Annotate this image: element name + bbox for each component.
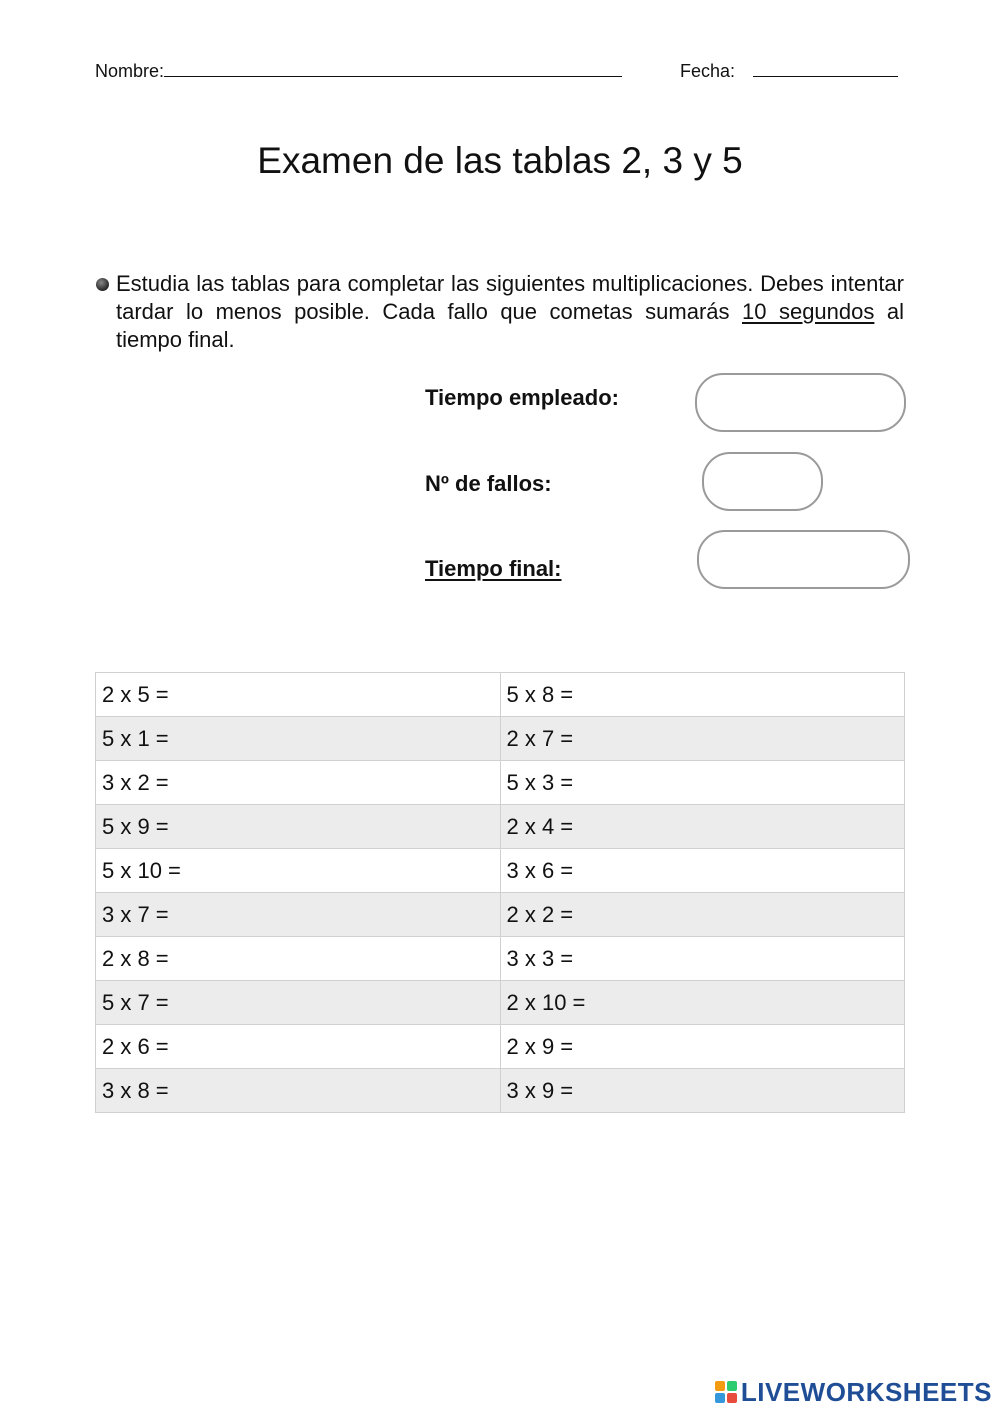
table-row [96, 717, 905, 761]
date-blank-line[interactable] [753, 60, 898, 77]
name-label: Nombre: [95, 61, 165, 81]
instructions-underlined: 10 segundos [742, 299, 875, 324]
logo-square [727, 1393, 737, 1403]
logo-square [727, 1381, 737, 1391]
errors-label: Nº de fallos: [425, 471, 552, 496]
exercise-table [95, 672, 905, 1113]
table-row [96, 1025, 905, 1069]
instructions-text-part2: al tiempo final. [116, 299, 904, 352]
table-row [96, 1069, 905, 1113]
logo-square [715, 1393, 725, 1403]
exercise-cell[interactable]: 3 x 8 = [96, 1069, 501, 1113]
exercise-cell[interactable]: 2 x 5 = [96, 673, 501, 717]
table-row [96, 849, 905, 893]
bullet-icon [96, 278, 109, 291]
instructions-text [116, 270, 904, 354]
table-row [96, 937, 905, 981]
exercise-cell[interactable]: 5 x 3 = [500, 761, 905, 805]
exercise-cell[interactable]: 2 x 9 = [500, 1025, 905, 1069]
logo-mark-icon [715, 1381, 737, 1403]
exercise-cell[interactable]: 2 x 2 = [500, 893, 905, 937]
exercise-cell[interactable]: 5 x 8 = [500, 673, 905, 717]
name-row [95, 60, 622, 82]
exercise-cell[interactable]: 5 x 10 = [96, 849, 501, 893]
exercise-cell[interactable]: 3 x 6 = [500, 849, 905, 893]
table-row [96, 761, 905, 805]
brand-name: LIVEWORKSHEETS [740, 1376, 992, 1407]
final-time-field[interactable] [697, 530, 910, 589]
table-row [96, 805, 905, 849]
exercise-cell[interactable]: 3 x 3 = [500, 937, 905, 981]
table-row [96, 893, 905, 937]
exercise-cell[interactable]: 2 x 7 = [500, 717, 905, 761]
table-row [96, 673, 905, 717]
exercise-cell[interactable]: 5 x 1 = [96, 717, 501, 761]
time-used-label: Tiempo empleado: [425, 385, 619, 410]
liveworksheets-logo [715, 1377, 992, 1407]
logo-square [715, 1381, 725, 1391]
exercise-cell[interactable]: 5 x 7 = [96, 981, 501, 1025]
exercise-cell[interactable]: 2 x 8 = [96, 937, 501, 981]
exercise-cell[interactable]: 2 x 10 = [500, 981, 905, 1025]
page-title: Examen de las tablas 2, 3 y 5 [257, 140, 743, 181]
time-used-field[interactable] [695, 373, 906, 432]
errors-field[interactable] [702, 452, 823, 511]
date-label: Fecha: [680, 61, 736, 81]
name-blank-line[interactable] [164, 60, 622, 77]
exercise-cell[interactable]: 3 x 9 = [500, 1069, 905, 1113]
exercise-cell[interactable]: 3 x 2 = [96, 761, 501, 805]
exercise-cell[interactable]: 3 x 7 = [96, 893, 501, 937]
final-time-label: Tiempo final: [425, 556, 562, 581]
exercise-cell[interactable]: 5 x 9 = [96, 805, 501, 849]
table-row [96, 981, 905, 1025]
date-row [680, 60, 898, 82]
instructions [96, 270, 904, 354]
exercise-cell[interactable]: 2 x 4 = [500, 805, 905, 849]
exercise-cell[interactable]: 2 x 6 = [96, 1025, 501, 1069]
instructions-text-part1: Estudia las tablas para completar las siguientes multiplicaciones. Debes intentar tardar lo menos posible. Cada fallo que cometas sumarás [116, 271, 904, 324]
